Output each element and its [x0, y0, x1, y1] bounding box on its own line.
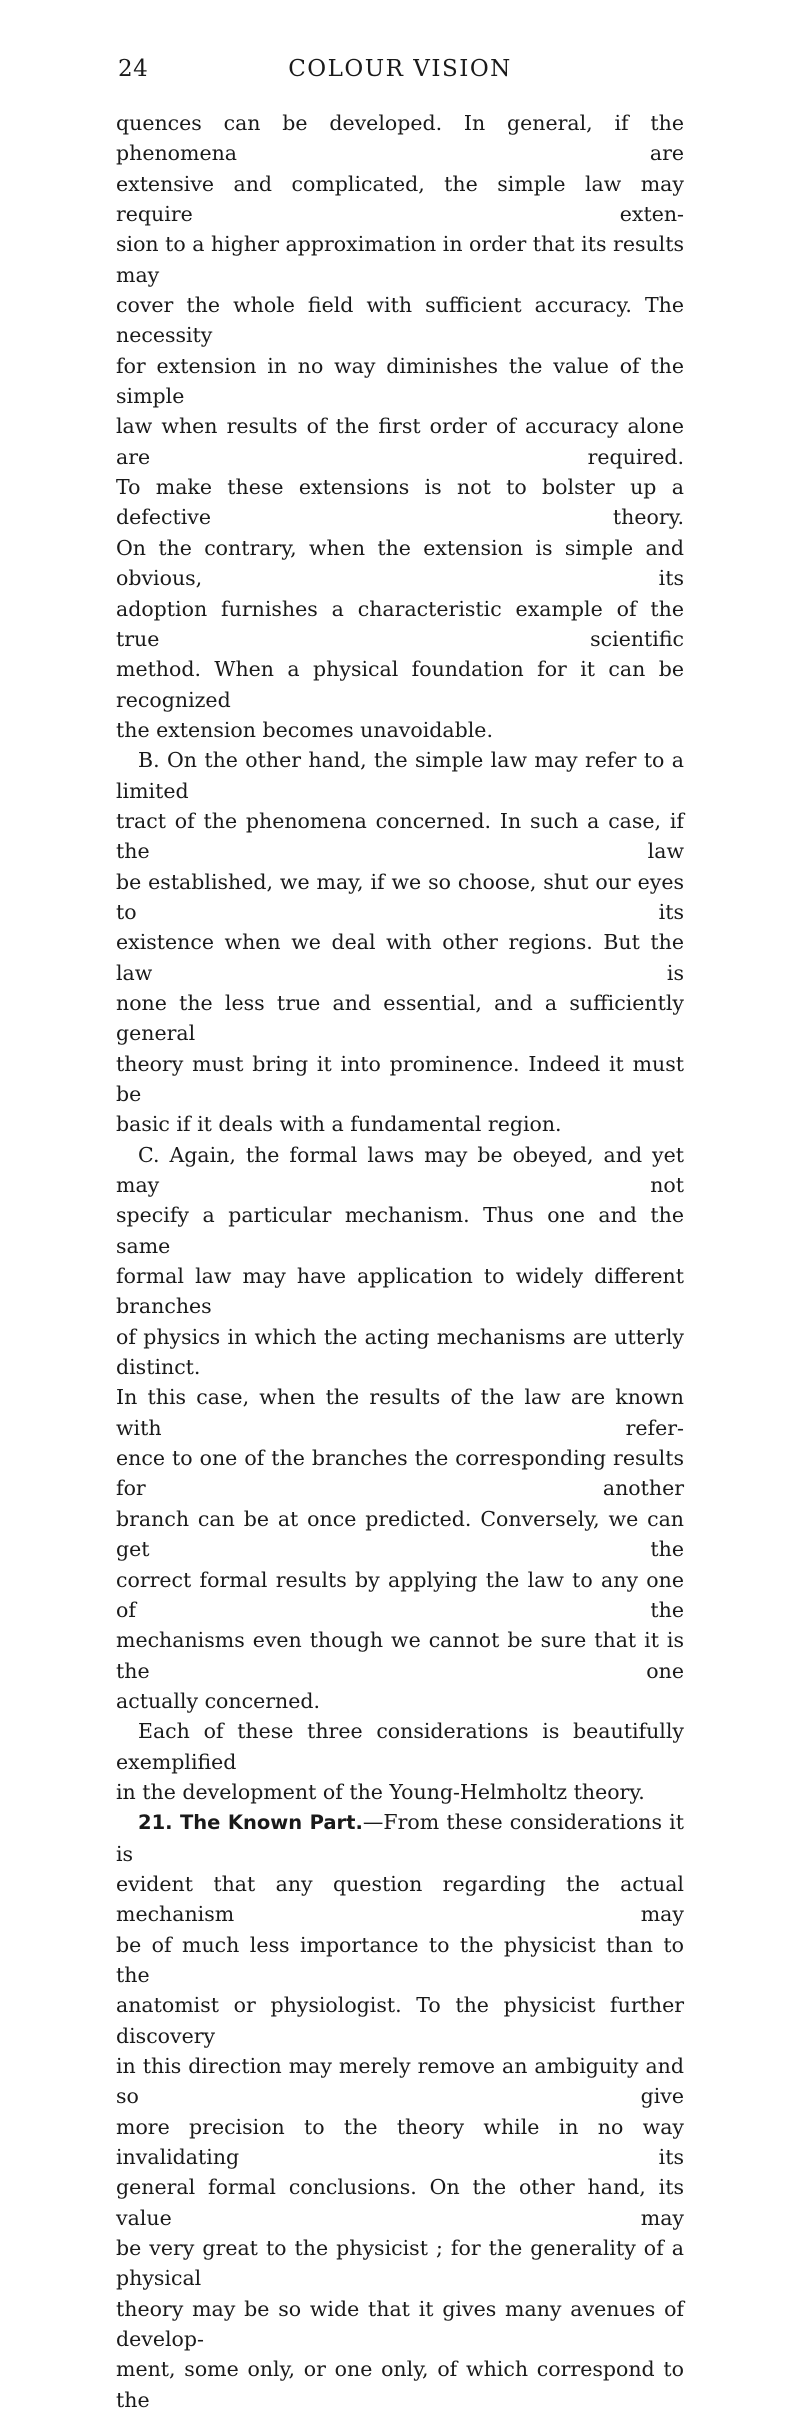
text-line: anatomist or physiologist. To the physicist further discovery: [116, 1993, 684, 2048]
text-line: be very great to the physicist ; for the generality of a physical: [116, 2236, 684, 2291]
text-line: none the less true and essential, and a sufficiently general: [116, 990, 684, 1046]
text-line: in the development of the Young-Helmholtz theory.: [116, 1779, 645, 1804]
text-line: basic if it deals with a fundamental region.: [116, 1112, 562, 1137]
text-line: On the contrary, when the extension is simple and obvious, its: [116, 535, 684, 591]
text-line: the extension becomes unavoidable.: [116, 717, 493, 742]
text-line: formal law may have application to widely different branches: [116, 1264, 684, 1319]
text-line: adoption furnishes a characteristic example of the true scientific: [116, 596, 684, 651]
text-line: ence to one of the branches the corresponding results for another: [116, 1446, 684, 1501]
page-number: 24: [118, 56, 149, 82]
text-span: Each of these three considerations is beautifully exemplified: [116, 1719, 684, 1774]
text-line: cover the whole field with sufficient accuracy. The necessity: [116, 293, 684, 348]
text-line: more precision to the theory while in no way invalidating its: [116, 2114, 684, 2170]
text-line: branch can be at once predicted. Conversely, we can get the: [116, 1506, 684, 1562]
text-span: C. Again, the formal laws may be obeyed, and yet may not: [116, 1142, 684, 1198]
section-heading: 21. The Known Part.: [138, 1811, 363, 1835]
text-line: extensive and complicated, the simple law may require exten-: [116, 171, 684, 227]
text-line: method. When a physical foundation for it can be recognized: [116, 657, 684, 712]
text-line: for extension in no way diminishes the value of the simple: [116, 353, 684, 409]
text-line: specify a particular mechanism. Thus one and the same: [116, 1203, 684, 1258]
text-line: To make these extensions is not to bolster up a defective theory.: [116, 475, 684, 530]
text-line: tract of the phenomena concerned. In such a case, if the law: [116, 808, 684, 864]
text-line: existence when we deal with other regions. But the law is: [116, 930, 684, 985]
text-line: of physics in which the acting mechanisms are utterly distinct.: [116, 1324, 684, 1380]
running-head: COLOUR VISION: [288, 56, 512, 82]
text-line: [116, 1807, 684, 1869]
text-line: be of much less importance to the physicist than to the: [116, 1932, 684, 1987]
text-line: sion to a higher approximation in order that its results may: [116, 232, 684, 287]
page-header: [118, 56, 682, 92]
text-line: be established, we may, if we so choose, shut our eyes to its: [116, 869, 684, 924]
text-line: law when results of the first order of accuracy alone are required.: [116, 414, 684, 469]
text-line: [116, 745, 684, 806]
text-line: general formal conclusions. On the other hand, its value may: [116, 2175, 684, 2230]
text-span: —From these considerations it is: [116, 1810, 684, 1866]
text-line: ment, some only, or one only, of which correspond to the: [116, 2357, 684, 2412]
text-span: B. On the other hand, the simple law may refer to a limited: [116, 748, 684, 803]
text-line: [116, 1716, 684, 1777]
text-line: evident that any question regarding the actual mechanism may: [116, 1871, 684, 1927]
text-line: correct formal results by applying the law to any one of the: [116, 1567, 684, 1622]
body-text: [116, 108, 684, 2415]
text-line: theory may be so wide that it gives many avenues of develop-: [116, 2296, 684, 2352]
text-line: theory must bring it into prominence. Indeed it must be: [116, 1051, 684, 1106]
text-line: in this direction may merely remove an ambiguity and so give: [116, 2054, 684, 2109]
text-line: actually concerned.: [116, 1688, 320, 1713]
text-line: [116, 1140, 684, 1201]
text-line: In this case, when the results of the law are known with refer-: [116, 1385, 684, 1440]
text-line: quences can be developed. In general, if the phenomena are: [116, 111, 684, 166]
text-line: mechanisms even though we cannot be sure that it is the one: [116, 1628, 684, 1683]
